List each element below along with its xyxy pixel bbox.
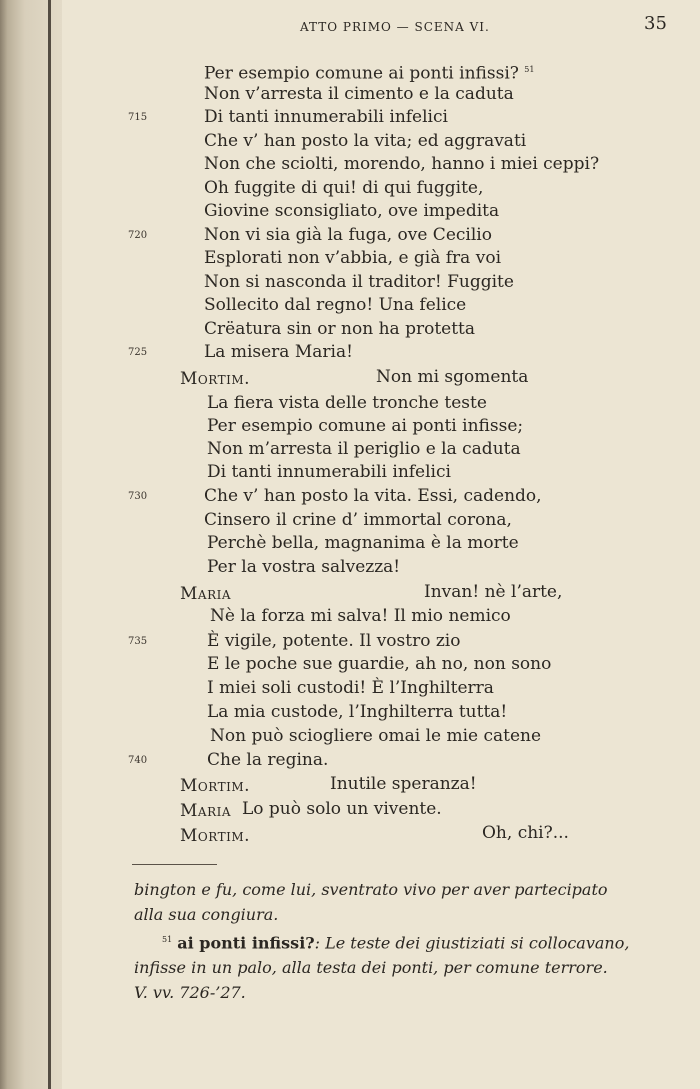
speaker-name: Maria (180, 801, 232, 821)
binding-edge (48, 0, 51, 1089)
verse-line: Che v’ han posto la vita. Essi, cadendo, (204, 486, 542, 506)
footnote-line: V. vv. 726-’27. (134, 983, 246, 1003)
verse-line: Invan! nè l’arte, (424, 582, 563, 602)
verse-line: Non vi sia già la fuga, ove Cecilio (204, 225, 492, 245)
verse-line: Oh fuggite di qui! di qui fuggite, (204, 178, 484, 198)
verse-line: Perchè bella, magnanima è la morte (207, 533, 519, 553)
speaker-name: Mortim. (180, 369, 251, 389)
verse-line: Di tanti innumerabili infelici (207, 462, 451, 482)
speaker-name: Mortim. (180, 826, 251, 846)
running-head: ATTO PRIMO — SCENA VI. (300, 20, 490, 34)
verse-line: Di tanti innumerabili infelici (204, 107, 448, 127)
page-number: 35 (644, 13, 667, 34)
verse-line: Sollecito dal regno! Una felice (204, 295, 467, 315)
verse-line: I miei soli custodi! È l’Inghilterra (207, 678, 494, 698)
verse-line: Non si nasconda il traditor! Fuggite (204, 272, 514, 292)
footnote-51 (134, 927, 694, 1005)
line-number: 725 (128, 347, 148, 358)
verse-line: Esplorati non v’abbia, e già fra voi (204, 248, 502, 268)
line-number: 730 (128, 491, 148, 502)
verse-line: Per esempio comune ai ponti infissi? $^{51}$ (204, 63, 535, 84)
footnote-marker: 51 (524, 65, 535, 74)
line-number: 715 (128, 112, 148, 123)
book-gutter (0, 0, 62, 1089)
speaker-name: Mortim. (180, 776, 251, 796)
verse-line: Non mi sgomenta (376, 367, 529, 387)
footnote-number: 51 (162, 935, 173, 944)
verse-line: Non che sciolti, morendo, hanno i miei ceppi? (204, 154, 600, 174)
footnote-line: : Le teste dei giustiziati si collocavano, (314, 933, 630, 953)
verse-line: Per la vostra salvezza! (207, 557, 401, 577)
footnote-line: alla sua congiura. (134, 905, 279, 924)
verse-line: Giovine sconsigliato, ove impedita (204, 201, 500, 221)
verse-line: Oh, chi?... (482, 823, 569, 843)
speaker-name: Maria (180, 584, 232, 604)
verse-line: Inutile speranza! (330, 774, 477, 794)
verse-line: Non v’arresta il cimento e la caduta (204, 84, 514, 104)
verse-line: Per esempio comune ai ponti infisse; (207, 416, 524, 436)
verse-line: Non m’arresta il periglio e la caduta (207, 439, 521, 459)
verse-line: È vigile, potente. Il vostro zio (207, 631, 461, 651)
verse-line: Non può sciogliere omai le mie catene (210, 726, 542, 746)
verse-line: E le poche sue guardie, ah no, non sono (207, 654, 552, 674)
line-number: 735 (128, 636, 148, 647)
verse-line: Cinsero il crine d’ immortal corona, (204, 510, 512, 530)
verse-line: La misera Maria! (204, 342, 353, 362)
footnote-line: bington e fu, come lui, sventrato vivo per aver partecipato (134, 880, 608, 899)
line-number: 740 (128, 755, 148, 766)
verse-line: Crëatura sin or non ha protetta (204, 319, 476, 339)
verse-line: Che v’ han posto la vita; ed aggravati (204, 131, 527, 151)
book-page (62, 0, 700, 1089)
verse-line: Che la regina. (207, 750, 329, 770)
footnote-rule (132, 864, 217, 865)
footnote-continuation (134, 877, 694, 927)
line-number: 720 (128, 230, 148, 241)
verse-line: Nè la forza mi salva! Il mio nemico (210, 606, 511, 626)
footnote-line: infisse in un palo, alla testa dei ponti, per comune terrore. (134, 958, 608, 978)
verse-line: La mia custode, l’Inghilterra tutta! (207, 702, 508, 722)
footnote-lemma: ai ponti infissi? (177, 933, 315, 953)
verse-line: Lo può solo un vivente. (242, 799, 442, 819)
verse-line: La fiera vista delle tronche teste (207, 393, 487, 413)
